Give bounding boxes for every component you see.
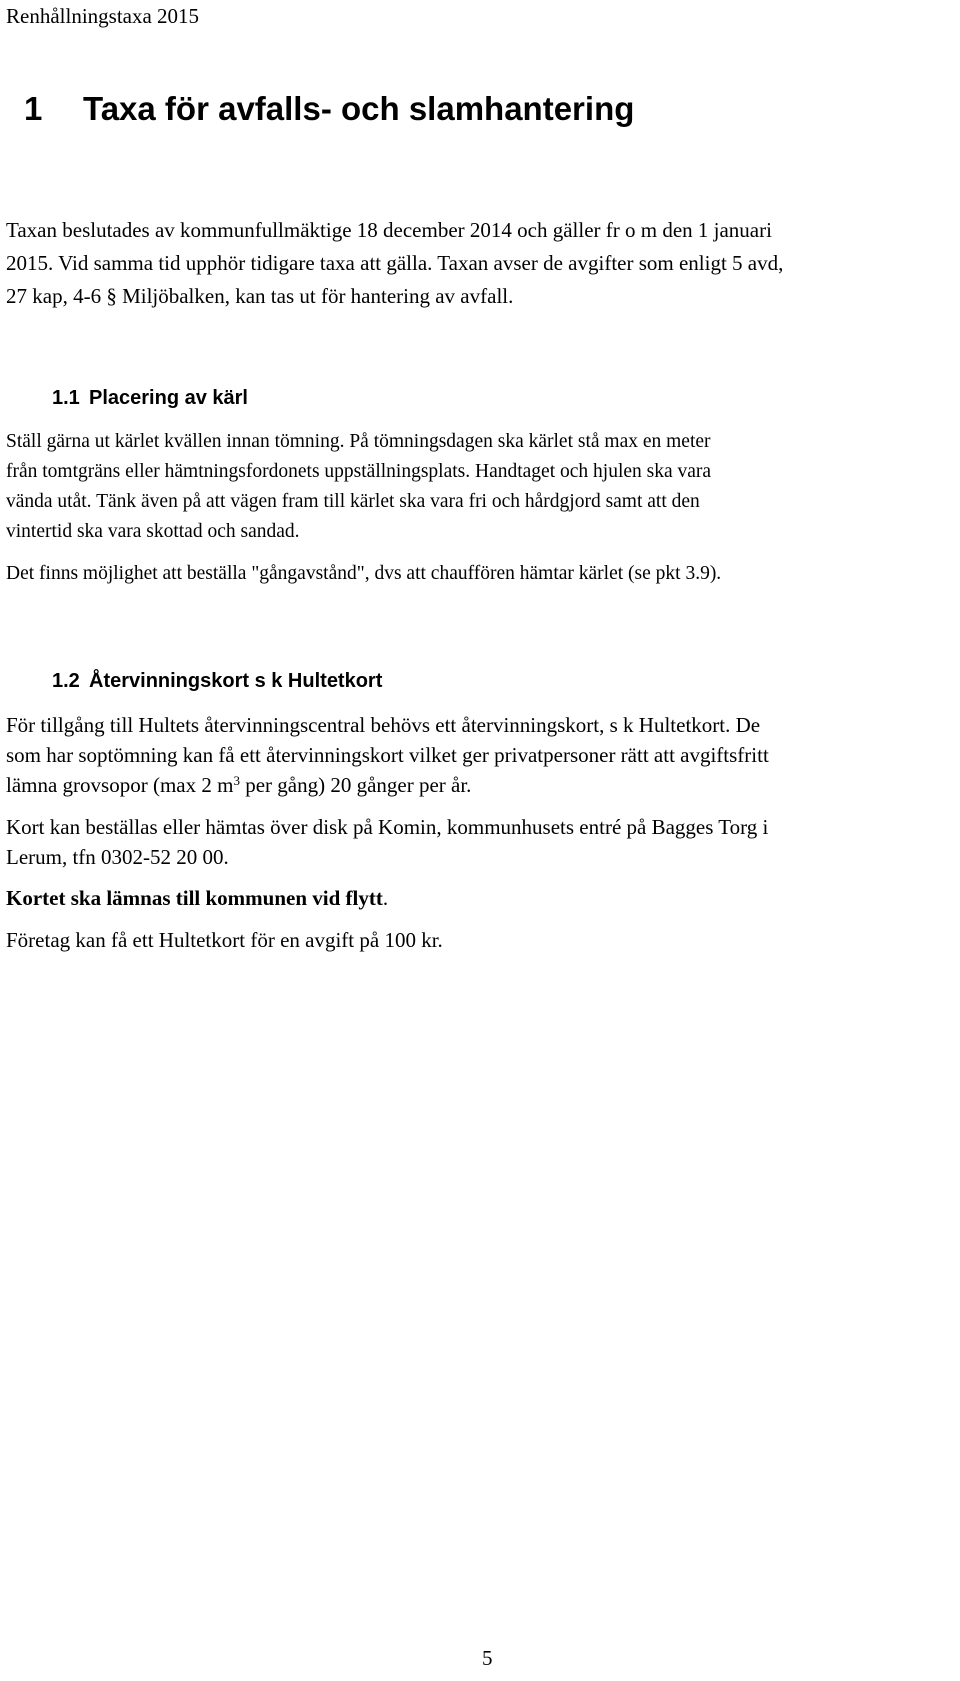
- intro-line: 2015. Vid samma tid upphör tidigare taxa att gälla. Taxan avser de avgifter som enligt 5 avd,: [6, 251, 784, 275]
- subsection-heading-placering: [52, 384, 248, 412]
- paragraph-line: [6, 771, 471, 799]
- paragraph-line: Det finns möjlighet att beställa "gångavstånd", dvs att chauffören hämtar kärlet (se pkt 3.9).: [6, 563, 722, 584]
- paragraph-line: För tillgång till Hultets återvinningscentral behövs ett återvinningskort, s k Hultetkort. De: [6, 713, 761, 737]
- superscript-3: 3: [233, 773, 240, 788]
- subsection-heading-hultetkort: [52, 667, 382, 695]
- subsection-number: 1.1: [52, 387, 80, 409]
- paragraph-line: vända utåt. Tänk även på att vägen fram till kärlet ska vara fri och hårdgjord samt att den: [6, 491, 700, 512]
- subsection-title: Placering av kärl: [89, 387, 248, 409]
- paragraph-line: Företag kan få ett Hultetkort för en avgift på 100 kr.: [6, 928, 443, 952]
- section-title: Taxa för avfalls- och slamhantering: [83, 90, 635, 127]
- paragraph-line: [6, 884, 388, 912]
- subsection-title: Återvinningskort s k Hultetkort: [89, 670, 383, 692]
- section-number: 1: [24, 90, 43, 127]
- paragraph-line: från tomtgräns eller hämtningsfordonets uppställningsplats. Handtaget och hjulen ska vara: [6, 461, 712, 482]
- running-header: Renhållningstaxa 2015: [6, 4, 200, 28]
- text-segment: .: [382, 886, 389, 910]
- paragraph-line: som har soptömning kan få ett återvinningskort vilket ger privatpersoner rätt att avgiftsfritt: [6, 743, 769, 767]
- paragraph-line: Ställ gärna ut kärlet kvällen innan tömning. På tömningsdagen ska kärlet stå max en meter: [6, 431, 711, 452]
- text-segment: lämna grovsopor (max 2 m: [6, 773, 234, 797]
- intro-line: 27 kap, 4-6 § Miljöbalken, kan tas ut för hantering av avfall.: [6, 284, 514, 308]
- paragraph-line: vintertid ska vara skottad och sandad.: [6, 521, 300, 542]
- intro-line: Taxan beslutades av kommunfullmäktige 18 december 2014 och gäller fr o m den 1 januari: [6, 218, 772, 242]
- paragraph-line: Lerum, tfn 0302-52 20 00.: [6, 845, 229, 869]
- paragraph-line: Kort kan beställas eller hämtas över disk på Komin, kommunhusets entré på Bagges Torg i: [6, 815, 769, 839]
- page-number: 5: [482, 1646, 493, 1670]
- text-segment: per gång) 20 gånger per år.: [239, 773, 472, 797]
- section-heading-1: [24, 87, 634, 131]
- bold-notice: Kortet ska lämnas till kommunen vid flytt: [6, 886, 383, 910]
- subsection-number: 1.2: [52, 670, 80, 692]
